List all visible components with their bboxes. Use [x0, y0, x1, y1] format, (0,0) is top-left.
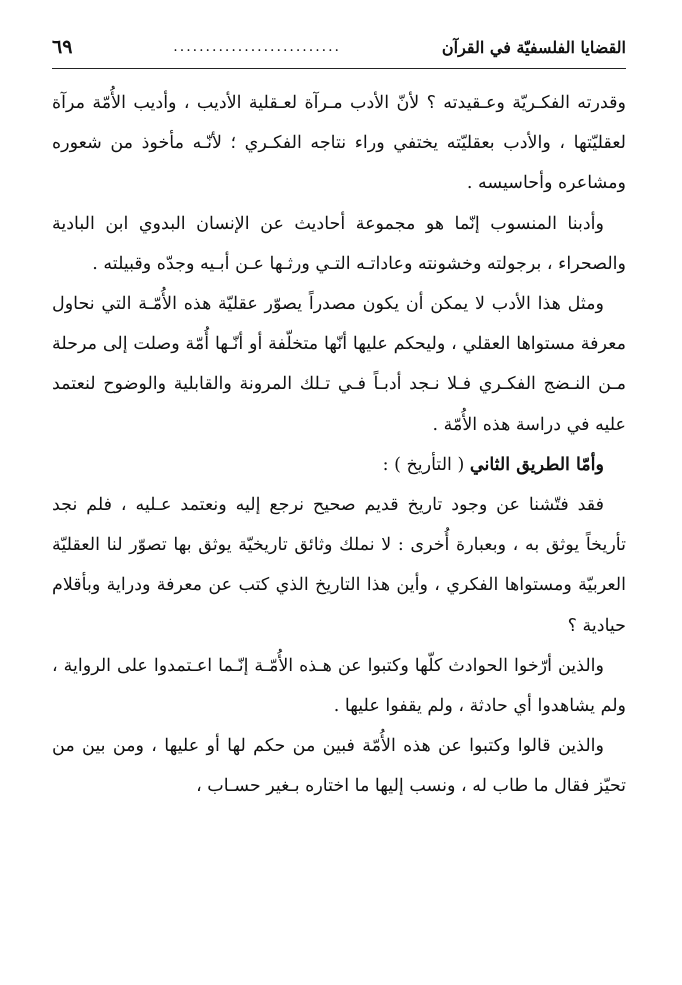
- header-rule: [52, 68, 626, 69]
- body-text: [52, 83, 626, 807]
- book-page: [52, 30, 626, 970]
- paragraph-1: وقدرته الفكـريّة وعـقيدته ؟ لأنّ الأدب مـرآة لعـقلية الأديب ، وأديب الأُمّة مرآة لعقليّتها ، والأدب بعقليّته يختفي وراء نتاجه الفكـري ؛ لأنّـه مأخوذ من شعوره ومشاعره وأحاسيسه .: [52, 93, 626, 194]
- subheading-paren: ( التأريخ ) :: [382, 454, 470, 475]
- paragraph-5: فقد فتّشنا عن وجود تاريخ قديم صحيح نرجع إليه ونعتمد عـليه ، فلم نجد تأريخاً يوثق به ، وبعبارة أُخرى : لا نملك وثائق تاريخيّة يوثق بها تصوّر لنا العقليّة العربيّة ومستواها الفكري ، وأين هذا التاريخ الذي كتب عن معرفة ودراية وبأقلام حيادية ؟: [52, 495, 626, 636]
- paragraph-3: ومثل هذا الأدب لا يمكن أن يكون مصدراً يصوّر عقليّة هذه الأُمّـة التي نحاول معرفة مستواها العقلي ، وليحكم عليها أنّها متخلّفة أو أنّـها أُمّة وصلت إلى مرحلة مـن النـضج الفكـري فـلا نـجد أدبـاً فـي تـلك المرونة والقابلية والوضوح لنعتمد عليه في دراسة هذه الأُمّة .: [52, 294, 626, 435]
- section-subheading: [52, 445, 626, 485]
- paragraph-2: وأدبنا المنسوب إنّما هو مجموعة أحاديث عن الإنسان البدوي ابن البادية والصحراء ، برجولته وخشونته وعاداتـه التـي ورثـها عـن أبـيه وجدّه وقبيلته .: [52, 213, 626, 274]
- paragraph-7: والذين قالوا وكتبوا عن هذه الأُمّة فبين من حكم لها أو عليها ، ومن بين من تحيّز فقال ما طاب له ، ونسب إليها ما اختاره بـغير حسـاب ،: [52, 736, 626, 797]
- paragraph-6: والذين أرّخوا الحوادث كلّها وكتبوا عن هـذه الأُمّـة إنّـما اعـتمدوا على الرواية ، ولم يشاهدوا أي حادثة ، ولم يقفوا عليها .: [52, 655, 626, 717]
- running-header: [52, 30, 626, 64]
- leader-dots: ..........................: [173, 39, 342, 55]
- page-number: ٦٩: [52, 36, 73, 58]
- running-title: القضايا الفلسفيّة في القرآن: [441, 37, 626, 57]
- subheading-lead: وأمّا الطريق الثاني: [469, 454, 604, 475]
